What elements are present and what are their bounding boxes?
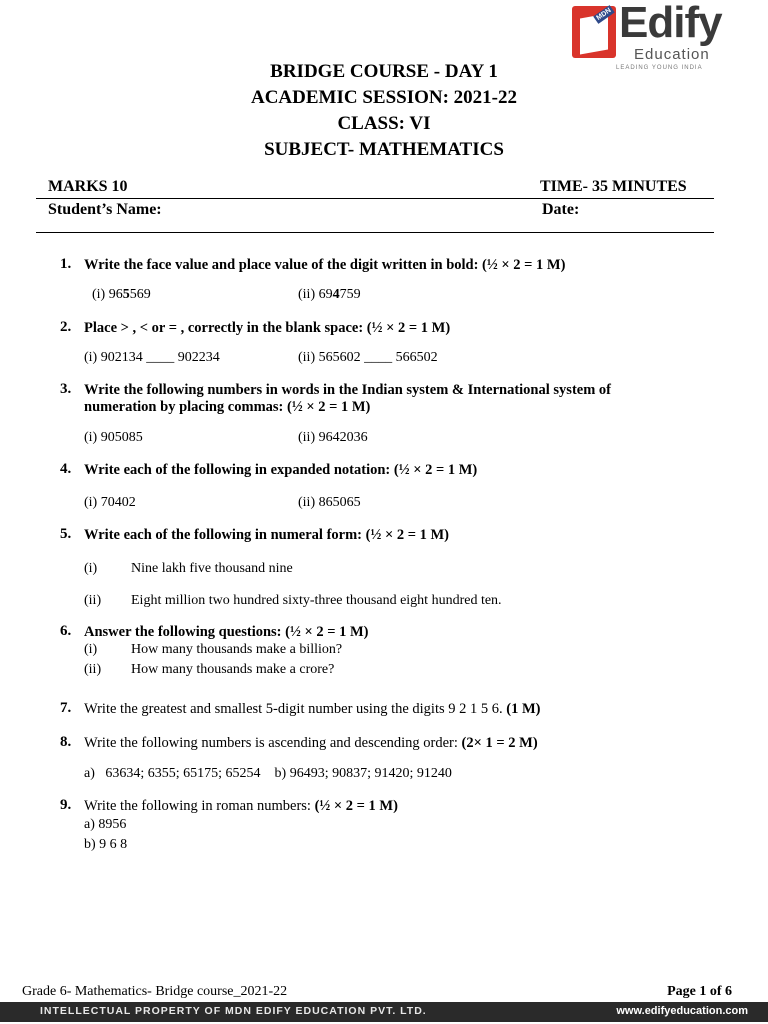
question-number: 1.: [60, 256, 72, 272]
page-number: Page 1 of 6: [667, 984, 732, 999]
logo-book-icon: [572, 6, 616, 58]
logo-subtitle: Education: [634, 46, 710, 63]
option-label: (i): [84, 642, 98, 657]
option-label: (ii): [84, 662, 102, 677]
question-number: 3.: [60, 381, 72, 397]
question-text: Write each of the following in expanded notation: (½ × 2 = 1 M): [84, 462, 478, 478]
option-label: (i): [84, 561, 98, 576]
option: a) 8956: [84, 817, 127, 832]
option: (i) 70402: [84, 495, 136, 510]
divider: [36, 198, 714, 199]
subject-title: SUBJECT- MATHEMATICS: [264, 139, 504, 160]
option-label: (ii): [84, 593, 102, 608]
question-number: 5.: [60, 526, 72, 542]
course-title: BRIDGE COURSE - DAY 1: [270, 61, 498, 82]
option: (ii) 565602 ____ 566502: [298, 350, 438, 365]
option: (ii) 865065: [298, 495, 361, 510]
question-number: 2.: [60, 319, 72, 335]
question-text: Write the face value and place value of the digit written in bold: (½ × 2 = 1 M): [84, 257, 566, 273]
option: b) 9 6 8: [84, 837, 128, 852]
option: a) 63634; 6355; 65175; 65254 b) 96493; 90837; 91420; 91240: [84, 766, 452, 781]
option: (i) 902134 ____ 902234: [84, 350, 220, 365]
footer-bar: [0, 1002, 768, 1022]
marks-label: MARKS 10: [48, 178, 128, 195]
option: (ii) 9642036: [298, 430, 368, 445]
class-title: CLASS: VI: [337, 113, 431, 134]
logo-word: Edify: [619, 0, 722, 47]
question-number: 6.: [60, 623, 72, 639]
question-text: Answer the following questions: (½ × 2 = 1 M): [84, 624, 369, 640]
option: Nine lakh five thousand nine: [131, 561, 293, 576]
question-number: 7.: [60, 700, 72, 716]
option: How many thousands make a billion?: [131, 642, 343, 657]
logo-tagline: LEADING YOUNG INDIA: [616, 65, 703, 71]
question-number: 8.: [60, 734, 72, 750]
option: (i) 905085: [84, 430, 143, 445]
question-number: 4.: [60, 461, 72, 477]
footer-website: www.edifyeducation.com: [616, 1005, 748, 1017]
question-text: Write the following in roman numbers: (½ × 2 = 1 M): [84, 798, 398, 814]
question-text: Write the following numbers is ascending and descending order: (2× 1 = 2 M): [84, 735, 538, 751]
option: Eight million two hundred sixty-three thousand eight hundred ten.: [131, 593, 502, 608]
option: (ii) 694759: [298, 287, 361, 302]
footer-course: Grade 6- Mathematics- Bridge course_2021-22: [22, 984, 288, 999]
footer-copyright: INTELLECTUAL PROPERTY OF MDN EDIFY EDUCATION PVT. LTD.: [40, 1005, 427, 1017]
session-title: ACADEMIC SESSION: 2021-22: [250, 87, 518, 108]
student-name-label: Student’s Name:: [48, 201, 162, 218]
question-text: Write the following numbers in words in the Indian system & International system of: [84, 382, 611, 398]
divider: [36, 232, 714, 233]
question-text: Place > , < or = , correctly in the blank space: (½ × 2 = 1 M): [84, 320, 451, 336]
question-number: 9.: [60, 797, 72, 813]
question-text: Write the greatest and smallest 5-digit number using the digits 9 2 1 5 6. (1 M): [84, 701, 541, 717]
option: (i) 965569: [92, 287, 151, 302]
date-label: Date:: [542, 201, 580, 218]
logo-badge: MDN: [593, 5, 615, 24]
time-label: TIME- 35 MINUTES: [540, 178, 687, 195]
question-text: Write each of the following in numeral form: (½ × 2 = 1 M): [84, 527, 449, 543]
question-text: numeration by placing commas: (½ × 2 = 1 M): [84, 399, 371, 415]
option: How many thousands make a crore?: [131, 662, 335, 677]
